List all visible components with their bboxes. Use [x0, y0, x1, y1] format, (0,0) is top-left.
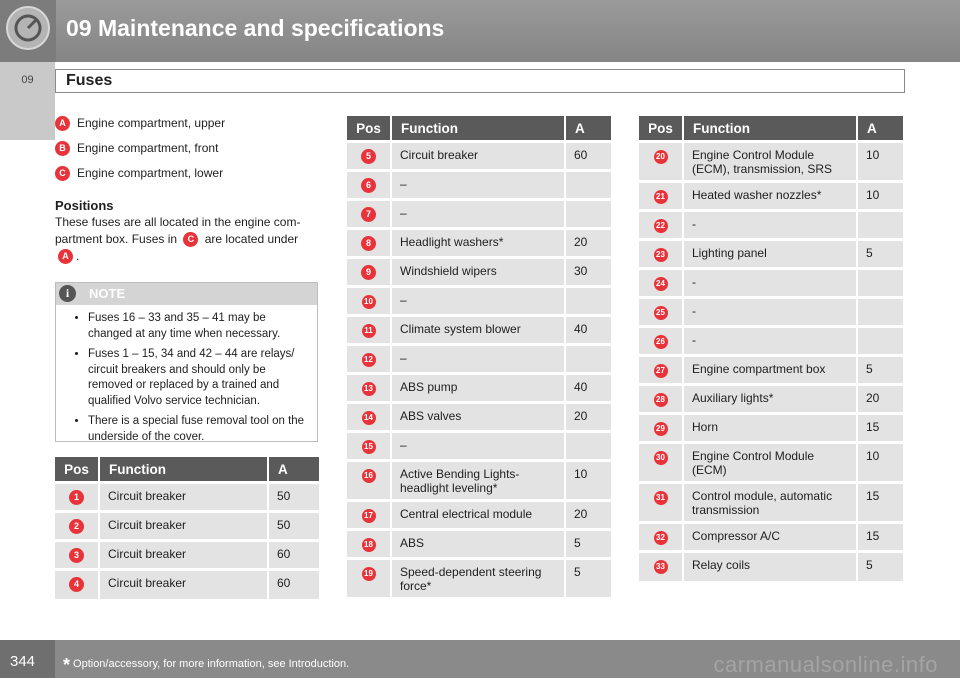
pos-cell	[639, 240, 683, 269]
table-row	[347, 530, 611, 559]
table-row	[639, 385, 903, 414]
pos-cell	[347, 258, 391, 287]
table-row	[55, 512, 319, 541]
fuse-position-marker: 9	[361, 265, 376, 280]
footer-note-text: Option/accessory, for more information, see Introduction.	[73, 658, 350, 670]
column-header-function: Function	[683, 116, 857, 142]
chapter-side-tab	[0, 62, 55, 140]
amp-cell: 10	[565, 461, 611, 501]
amp-cell: 60	[268, 570, 319, 599]
amp-cell: 20	[565, 501, 611, 530]
amp-cell	[565, 432, 611, 461]
pos-cell	[55, 512, 99, 541]
fuse-position-marker: 4	[69, 577, 84, 592]
location-marker: C	[55, 166, 70, 181]
fuse-position-marker: 26	[654, 335, 668, 349]
note-header	[56, 283, 317, 305]
function-cell: Circuit breaker	[99, 512, 268, 541]
function-cell: –	[391, 287, 565, 316]
table-row	[639, 240, 903, 269]
amp-cell	[857, 211, 903, 240]
table-row	[347, 200, 611, 229]
positions-text-part: These fuses are all located in the engine com-partment box. Fuses in	[55, 215, 301, 246]
function-cell: Headlight washers*	[391, 229, 565, 258]
pos-cell	[347, 403, 391, 432]
section-title-bar	[55, 69, 905, 93]
fuse-table-2	[347, 116, 611, 597]
footer-note	[63, 655, 349, 676]
function-cell: Central electrical module	[391, 501, 565, 530]
amp-cell	[565, 200, 611, 229]
pos-cell	[639, 211, 683, 240]
table-row	[347, 345, 611, 374]
amp-cell	[857, 298, 903, 327]
table-row	[55, 483, 319, 512]
pos-cell	[55, 541, 99, 570]
function-cell: Circuit breaker	[391, 142, 565, 171]
pos-cell	[347, 559, 391, 598]
pos-cell	[347, 432, 391, 461]
location-marker: A	[55, 116, 70, 131]
function-cell: -	[683, 211, 857, 240]
pos-cell	[639, 356, 683, 385]
location-item	[55, 116, 225, 131]
amp-cell: 15	[857, 414, 903, 443]
amp-cell: 20	[857, 385, 903, 414]
amp-cell: 15	[857, 483, 903, 523]
fuse-position-marker: 27	[654, 364, 668, 378]
location-label: Engine compartment, upper	[77, 116, 226, 130]
function-cell: Windshield wipers	[391, 258, 565, 287]
fuse-position-marker: 21	[654, 190, 668, 204]
table-row	[347, 559, 611, 598]
fuse-position-marker: 19	[362, 567, 376, 581]
fuse-position-marker: 31	[654, 491, 668, 505]
note-list	[56, 311, 317, 445]
chapter-header	[0, 0, 960, 62]
amp-cell: 60	[268, 541, 319, 570]
side-tab-label: 09	[21, 74, 34, 86]
fuse-position-marker: 29	[654, 422, 668, 436]
fuse-position-marker: 8	[361, 236, 376, 251]
table-row	[639, 269, 903, 298]
pos-cell	[347, 171, 391, 200]
pos-cell	[347, 316, 391, 345]
function-cell: -	[683, 327, 857, 356]
table-row	[639, 483, 903, 523]
fuse-table-3	[639, 116, 903, 581]
table-row	[639, 142, 903, 182]
fuse-position-marker: 10	[362, 295, 376, 309]
function-cell: –	[391, 171, 565, 200]
fuse-position-marker: 12	[362, 353, 376, 367]
column-header-pos: Pos	[347, 116, 391, 142]
fuse-position-marker: 11	[362, 324, 376, 338]
pos-cell	[639, 269, 683, 298]
pos-cell	[639, 483, 683, 523]
function-cell: Circuit breaker	[99, 541, 268, 570]
amp-cell: 5	[857, 356, 903, 385]
fuse-position-marker: 23	[654, 248, 668, 262]
function-cell: Climate system blower	[391, 316, 565, 345]
table-row	[639, 298, 903, 327]
location-item	[55, 166, 223, 181]
fuse-position-marker: 13	[362, 382, 376, 396]
function-cell: Engine Control Module (ECM)	[683, 443, 857, 483]
column-header-amp: A	[565, 116, 611, 142]
function-cell: Auxiliary lights*	[683, 385, 857, 414]
note-item: • Fuses 1 – 15, 34 and 42 – 44 are relays/ circuit breakers and should only be removed or replaced by a trained and qualified Volvo service technician.	[88, 347, 309, 409]
table-row	[347, 142, 611, 171]
amp-cell: 20	[565, 229, 611, 258]
pos-cell	[347, 345, 391, 374]
table-row	[347, 229, 611, 258]
location-marker: B	[55, 141, 70, 156]
function-cell: Engine compartment box	[683, 356, 857, 385]
chapter-icon-box	[0, 0, 56, 62]
table-row	[639, 552, 903, 581]
note-label: NOTE	[89, 286, 126, 301]
function-cell: –	[391, 432, 565, 461]
fuse-position-marker: 3	[69, 548, 84, 563]
function-cell: Heated washer nozzles*	[683, 182, 857, 211]
pos-cell	[639, 523, 683, 552]
fuse-position-marker: 30	[654, 451, 668, 465]
amp-cell: 20	[565, 403, 611, 432]
amp-cell	[565, 345, 611, 374]
pos-cell	[639, 414, 683, 443]
function-cell: ABS pump	[391, 374, 565, 403]
page-number: 344	[10, 653, 36, 670]
function-cell: Speed-dependent steering force*	[391, 559, 565, 598]
fuse-position-marker: 2	[69, 519, 84, 534]
pos-cell	[347, 530, 391, 559]
pos-cell	[639, 385, 683, 414]
table-row	[639, 414, 903, 443]
pos-cell	[347, 200, 391, 229]
pos-cell	[347, 374, 391, 403]
fuse-position-marker: 33	[654, 560, 668, 574]
location-label: Engine compartment, front	[77, 141, 219, 155]
table-row	[55, 570, 319, 599]
amp-cell: 40	[565, 316, 611, 345]
pos-cell	[639, 443, 683, 483]
function-cell: –	[391, 200, 565, 229]
function-cell: -	[683, 269, 857, 298]
fuse-position-marker: 1	[69, 490, 84, 505]
column-header-amp: A	[857, 116, 903, 142]
table-row	[55, 541, 319, 570]
pos-cell	[347, 287, 391, 316]
table-row	[639, 211, 903, 240]
amp-cell	[565, 171, 611, 200]
amp-cell: 40	[565, 374, 611, 403]
note-item: • Fuses 16 – 33 and 35 – 41 may be changed at any time when necessary.	[88, 311, 309, 342]
function-cell: ABS valves	[391, 403, 565, 432]
table-row	[639, 327, 903, 356]
fuse-position-marker: 6	[361, 178, 376, 193]
fuse-position-marker: 25	[654, 306, 668, 320]
fuse-position-marker: 17	[362, 509, 376, 523]
column-header-pos: Pos	[55, 457, 99, 483]
watermark: carmanualsonline.info	[713, 652, 938, 677]
section-title: Fuses	[66, 72, 113, 89]
table-row	[347, 316, 611, 345]
pos-cell	[55, 483, 99, 512]
pos-cell	[55, 570, 99, 599]
pos-cell	[347, 229, 391, 258]
fuse-position-marker: 24	[654, 277, 668, 291]
info-icon: i	[59, 285, 76, 302]
pos-cell	[639, 182, 683, 211]
pos-cell	[347, 142, 391, 171]
amp-cell	[857, 269, 903, 298]
location-item	[55, 141, 218, 156]
note-item: • There is a special fuse removal tool on the underside of the cover.	[88, 414, 309, 445]
function-cell: Engine Control Module (ECM), transmission, SRS	[683, 142, 857, 182]
location-marker: C	[183, 232, 198, 247]
positions-heading: Positions	[55, 198, 114, 213]
table-row	[639, 443, 903, 483]
function-cell: Compressor A/C	[683, 523, 857, 552]
positions-text-part: .	[76, 249, 80, 263]
fuse-position-marker: 14	[362, 411, 376, 425]
amp-cell: 5	[565, 530, 611, 559]
table-row	[347, 461, 611, 501]
amp-cell: 60	[565, 142, 611, 171]
note-box	[55, 282, 318, 442]
fuse-position-marker: 28	[654, 393, 668, 407]
amp-cell: 10	[857, 182, 903, 211]
function-cell: Lighting panel	[683, 240, 857, 269]
amp-cell: 5	[857, 552, 903, 581]
table-row	[639, 182, 903, 211]
fuse-position-marker: 20	[654, 150, 668, 164]
table-row	[347, 374, 611, 403]
fuse-position-marker: 18	[362, 538, 376, 552]
function-cell: Horn	[683, 414, 857, 443]
amp-cell: 50	[268, 512, 319, 541]
fuse-position-marker: 16	[362, 469, 376, 483]
page-number-box	[0, 640, 55, 678]
amp-cell: 50	[268, 483, 319, 512]
pos-cell	[639, 327, 683, 356]
function-cell: –	[391, 345, 565, 374]
wrench-gauge-icon	[6, 6, 50, 50]
amp-cell	[857, 327, 903, 356]
amp-cell: 10	[857, 142, 903, 182]
column-header-function: Function	[391, 116, 565, 142]
fuse-position-marker: 22	[654, 219, 668, 233]
pos-cell	[347, 501, 391, 530]
pos-cell	[639, 142, 683, 182]
footer-asterisk: *	[63, 655, 71, 675]
column-header-amp: A	[268, 457, 319, 483]
positions-text-part: are located under	[204, 232, 299, 246]
pos-cell	[347, 461, 391, 501]
amp-cell: 30	[565, 258, 611, 287]
function-cell: Circuit breaker	[99, 570, 268, 599]
fuse-table-1	[55, 457, 319, 599]
fuse-position-marker: 32	[654, 531, 668, 545]
table-row	[347, 258, 611, 287]
pos-cell	[639, 552, 683, 581]
fuse-position-marker: 15	[362, 440, 376, 454]
function-cell: ABS	[391, 530, 565, 559]
fuse-position-marker: 7	[361, 207, 376, 222]
column-header-function: Function	[99, 457, 268, 483]
table-row	[639, 356, 903, 385]
positions-text	[55, 214, 325, 265]
location-marker: A	[58, 249, 73, 264]
amp-cell	[565, 287, 611, 316]
chapter-title: 09 Maintenance and specifications	[66, 15, 445, 41]
table-row	[347, 501, 611, 530]
function-cell: Control module, automatic transmission	[683, 483, 857, 523]
table-row	[347, 171, 611, 200]
fuse-position-marker: 5	[361, 149, 376, 164]
column-header-pos: Pos	[639, 116, 683, 142]
location-label: Engine compartment, lower	[77, 166, 224, 180]
pos-cell	[639, 298, 683, 327]
amp-cell: 15	[857, 523, 903, 552]
function-cell: Active Bending Lights-headlight leveling*	[391, 461, 565, 501]
amp-cell: 5	[565, 559, 611, 598]
function-cell: -	[683, 298, 857, 327]
amp-cell: 10	[857, 443, 903, 483]
table-row	[347, 432, 611, 461]
table-row	[347, 287, 611, 316]
table-row	[639, 523, 903, 552]
function-cell: Circuit breaker	[99, 483, 268, 512]
amp-cell: 5	[857, 240, 903, 269]
table-row	[347, 403, 611, 432]
function-cell: Relay coils	[683, 552, 857, 581]
